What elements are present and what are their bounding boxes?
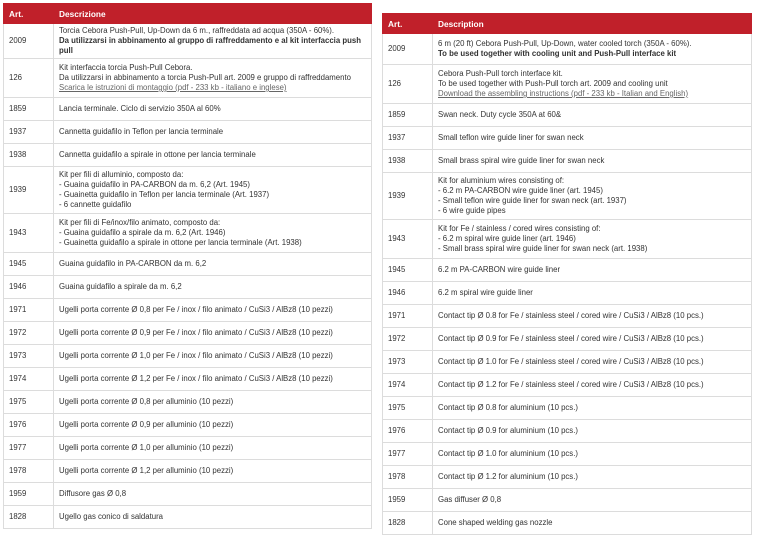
table-row bbox=[383, 512, 752, 535]
article-code: 1975 bbox=[4, 391, 54, 414]
description-line: - Guaina guidafilo in PA-CARBON da m. 6,2 (Art. 1945) bbox=[59, 180, 250, 189]
table-row bbox=[4, 59, 372, 98]
description-line: Gas diffuser Ø 0,8 bbox=[438, 495, 502, 504]
description-line: Ugelli porta corrente Ø 0,8 per alluminio (10 pezzi) bbox=[59, 397, 234, 406]
article-description bbox=[433, 489, 752, 512]
article-description bbox=[54, 345, 372, 368]
table-row bbox=[4, 506, 372, 529]
description-line: 6.2 m spiral wire guide liner bbox=[438, 288, 533, 297]
table-row bbox=[383, 305, 752, 328]
article-code: 1945 bbox=[4, 253, 54, 276]
description-line: Cebora Push-Pull torch interface kit. bbox=[438, 69, 563, 78]
article-description bbox=[54, 253, 372, 276]
description-line: - Small teflon wire guide liner for swan neck (art. 1937) bbox=[438, 196, 627, 205]
article-description bbox=[433, 351, 752, 374]
article-description bbox=[54, 276, 372, 299]
article-code: 2009 bbox=[4, 24, 54, 59]
table-row bbox=[383, 34, 752, 65]
article-code: 1978 bbox=[4, 460, 54, 483]
description-line: Ugello gas conico di saldatura bbox=[59, 512, 164, 521]
article-description bbox=[54, 414, 372, 437]
table-row bbox=[383, 328, 752, 351]
description-line: Contact tip Ø 0.9 for aluminium (10 pcs.) bbox=[438, 426, 578, 435]
description-line: Contact tip Ø 1.0 for aluminium (10 pcs.) bbox=[438, 449, 578, 458]
article-code: 1974 bbox=[4, 368, 54, 391]
article-code: 126 bbox=[383, 65, 433, 104]
article-description bbox=[54, 144, 372, 167]
article-description bbox=[433, 443, 752, 466]
header-description: Descrizione bbox=[54, 4, 372, 24]
table-row bbox=[4, 391, 372, 414]
article-code: 1937 bbox=[383, 127, 433, 150]
article-description bbox=[54, 506, 372, 529]
description-line: Contact tip Ø 1.0 for Fe / stainless steel / cored wire / CuSi3 / AlBz8 (10 pcs.) bbox=[438, 357, 704, 366]
table-row bbox=[383, 150, 752, 173]
article-code: 1945 bbox=[383, 259, 433, 282]
article-code: 1828 bbox=[4, 506, 54, 529]
article-code: 1974 bbox=[383, 374, 433, 397]
article-code: 1959 bbox=[383, 489, 433, 512]
article-description bbox=[433, 259, 752, 282]
description-line: Lancia terminale. Ciclo di servizio 350A al 60% bbox=[59, 104, 221, 113]
article-code: 1972 bbox=[4, 322, 54, 345]
table-row bbox=[4, 299, 372, 322]
description-line: - Small brass spiral wire guide liner for swan neck (art. 1938) bbox=[438, 244, 648, 253]
description-line: Guaina guidafilo a spirale da m. 6,2 bbox=[59, 282, 182, 291]
article-description bbox=[54, 24, 372, 59]
header-art: Art. bbox=[4, 4, 54, 24]
article-code: 1959 bbox=[4, 483, 54, 506]
table-row bbox=[4, 144, 372, 167]
description-line: Ugelli porta corrente Ø 1,0 per Fe / inox / filo animato / CuSi3 / AlBz8 (10 pezzi) bbox=[59, 351, 333, 360]
description-line: Cone shaped welding gas nozzle bbox=[438, 518, 553, 527]
table-row bbox=[383, 489, 752, 512]
table-row bbox=[383, 173, 752, 220]
description-line: Guaina guidafilo in PA-CARBON da m. 6,2 bbox=[59, 259, 207, 268]
table-row bbox=[4, 276, 372, 299]
description-line: Torcia Cebora Push-Pull, Up-Down da 6 m., raffreddata ad acqua (350A - 60%). bbox=[59, 26, 335, 35]
description-line: - 6.2 m spiral wire guide liner (art. 1946) bbox=[438, 234, 576, 243]
article-code: 1976 bbox=[4, 414, 54, 437]
article-description bbox=[433, 127, 752, 150]
description-line: Contact tip Ø 0.8 for aluminium (10 pcs.) bbox=[438, 403, 578, 412]
article-description bbox=[433, 104, 752, 127]
article-code: 1938 bbox=[383, 150, 433, 173]
article-code: 1828 bbox=[383, 512, 433, 535]
download-instructions-link[interactable]: Download the assembling instructions (pdf - 233 kb - Italian and English) bbox=[438, 89, 689, 98]
article-description bbox=[433, 173, 752, 220]
article-code: 1973 bbox=[4, 345, 54, 368]
description-line: 6 m (20 ft) Cebora Push-Pull, Up-Down, water cooled torch (350A - 60%). bbox=[438, 39, 692, 48]
description-line: - Guaina guidafilo a spirale da m. 6,2 (Art. 1946) bbox=[59, 228, 226, 237]
table-row bbox=[383, 420, 752, 443]
description-line: - Guainetta guidafilo in Teflon per lancia terminale (Art. 1937) bbox=[59, 190, 270, 199]
description-line: Kit for Fe / stainless / cored wires consisting of: bbox=[438, 224, 601, 233]
description-line: - 6 cannette guidafilo bbox=[59, 200, 132, 209]
description-line: Contact tip Ø 0.9 for Fe / stainless steel / cored wire / CuSi3 / AlBz8 (10 pcs.) bbox=[438, 334, 704, 343]
table-row bbox=[383, 351, 752, 374]
article-description bbox=[54, 299, 372, 322]
table-header-row bbox=[383, 14, 752, 34]
table-row bbox=[4, 460, 372, 483]
article-code: 1939 bbox=[383, 173, 433, 220]
article-code: 1973 bbox=[383, 351, 433, 374]
article-code: 1971 bbox=[383, 305, 433, 328]
article-code: 1976 bbox=[383, 420, 433, 443]
article-description bbox=[433, 305, 752, 328]
article-description bbox=[54, 322, 372, 345]
article-code: 1971 bbox=[4, 299, 54, 322]
article-description bbox=[433, 282, 752, 305]
article-description bbox=[54, 167, 372, 214]
table-row bbox=[4, 121, 372, 144]
article-description bbox=[54, 59, 372, 98]
download-instructions-link[interactable]: Scarica le istruzioni di montaggio (pdf - 233 kb - italiano e inglese) bbox=[59, 83, 287, 92]
article-description bbox=[54, 214, 372, 253]
article-code: 1859 bbox=[4, 98, 54, 121]
description-line: Cannetta guidafilo in Teflon per lancia terminale bbox=[59, 127, 224, 136]
table-row bbox=[383, 443, 752, 466]
description-line: To be used together with Push-Pull torch art. 2009 and cooling unit bbox=[438, 79, 668, 88]
article-description bbox=[54, 460, 372, 483]
table-row bbox=[383, 374, 752, 397]
description-line: Kit per fili di alluminio, composto da: bbox=[59, 170, 184, 179]
table-row bbox=[383, 220, 752, 259]
description-line: Kit per fili di Fe/inox/filo animato, composto da: bbox=[59, 218, 221, 227]
article-description bbox=[54, 391, 372, 414]
table-row bbox=[4, 167, 372, 214]
article-code: 1946 bbox=[383, 282, 433, 305]
table-row bbox=[4, 437, 372, 460]
article-description bbox=[54, 98, 372, 121]
article-code: 1946 bbox=[4, 276, 54, 299]
article-description bbox=[433, 328, 752, 351]
usage-note: Da utilizzarsi in abbinamento al gruppo di raffreddamento e al kit interfaccia push pull bbox=[59, 36, 361, 55]
description-line: Ugelli porta corrente Ø 1,0 per alluminio (10 pezzi) bbox=[59, 443, 234, 452]
article-code: 1977 bbox=[4, 437, 54, 460]
table-row bbox=[383, 65, 752, 104]
table-row bbox=[383, 259, 752, 282]
description-line: Contact tip Ø 1.2 for aluminium (10 pcs.) bbox=[438, 472, 578, 481]
table-row bbox=[383, 397, 752, 420]
table-row bbox=[4, 414, 372, 437]
article-description bbox=[433, 512, 752, 535]
description-line: - 6 wire guide pipes bbox=[438, 206, 506, 215]
description-line: Ugelli porta corrente Ø 1,2 per alluminio (10 pezzi) bbox=[59, 466, 234, 475]
table-row bbox=[383, 127, 752, 150]
description-line: Ugelli porta corrente Ø 0,8 per Fe / inox / filo animato / CuSi3 / AlBz8 (10 pezzi) bbox=[59, 305, 333, 314]
table-row bbox=[4, 98, 372, 121]
description-line: Swan neck. Duty cycle 350A at 60& bbox=[438, 110, 562, 119]
description-line: Diffusore gas Ø 0,8 bbox=[59, 489, 127, 498]
table-row bbox=[4, 24, 372, 59]
english-parts-table bbox=[382, 13, 752, 535]
article-code: 1972 bbox=[383, 328, 433, 351]
description-line: Ugelli porta corrente Ø 0,9 per alluminio (10 pezzi) bbox=[59, 420, 234, 429]
article-code: 2009 bbox=[383, 34, 433, 65]
article-description bbox=[433, 420, 752, 443]
article-description bbox=[433, 150, 752, 173]
description-line: Contact tip Ø 1.2 for Fe / stainless steel / cored wire / CuSi3 / AlBz8 (10 pcs.) bbox=[438, 380, 704, 389]
article-code: 1975 bbox=[383, 397, 433, 420]
description-line: Cannetta guidafilo a spirale in ottone per lancia terminale bbox=[59, 150, 256, 159]
article-code: 1939 bbox=[4, 167, 54, 214]
table-row bbox=[4, 368, 372, 391]
table-row bbox=[4, 214, 372, 253]
table-row bbox=[4, 345, 372, 368]
description-line: Kit interfaccia torcia Push-Pull Cebora. bbox=[59, 63, 193, 72]
description-line: Kit for aluminium wires consisting of: bbox=[438, 176, 565, 185]
description-line: Da utilizzarsi in abbinamento a torcia Push-Pull art. 2009 e gruppo di raffreddamento bbox=[59, 73, 351, 82]
description-line: Small brass spiral wire guide liner for swan neck bbox=[438, 156, 605, 165]
article-description bbox=[54, 368, 372, 391]
table-header-row bbox=[4, 4, 372, 24]
article-description bbox=[54, 437, 372, 460]
article-description bbox=[433, 466, 752, 489]
table-row bbox=[383, 466, 752, 489]
description-line: Contact tip Ø 0.8 for Fe / stainless steel / cored wire / CuSi3 / AlBz8 (10 pcs.) bbox=[438, 311, 704, 320]
article-code: 1978 bbox=[383, 466, 433, 489]
article-description bbox=[433, 220, 752, 259]
article-description bbox=[433, 374, 752, 397]
table-row bbox=[4, 322, 372, 345]
article-code: 1938 bbox=[4, 144, 54, 167]
article-code: 126 bbox=[4, 59, 54, 98]
article-code: 1859 bbox=[383, 104, 433, 127]
article-description bbox=[433, 65, 752, 104]
article-code: 1943 bbox=[4, 214, 54, 253]
description-line: 6.2 m PA-CARBON wire guide liner bbox=[438, 265, 561, 274]
table-row bbox=[383, 282, 752, 305]
description-line: - Guainetta guidafilo a spirale in ottone per lancia terminale (Art. 1938) bbox=[59, 238, 302, 247]
article-code: 1937 bbox=[4, 121, 54, 144]
description-line: - 6.2 m PA-CARBON wire guide liner (art. 1945) bbox=[438, 186, 603, 195]
table-row bbox=[383, 104, 752, 127]
article-description bbox=[54, 121, 372, 144]
table-row bbox=[4, 253, 372, 276]
italian-parts-table bbox=[3, 3, 372, 529]
article-description bbox=[433, 397, 752, 420]
article-code: 1977 bbox=[383, 443, 433, 466]
article-code: 1943 bbox=[383, 220, 433, 259]
header-description: Description bbox=[433, 14, 752, 34]
description-line: Small teflon wire guide liner for swan neck bbox=[438, 133, 584, 142]
header-art: Art. bbox=[383, 14, 433, 34]
article-description bbox=[433, 34, 752, 65]
description-line: Ugelli porta corrente Ø 1,2 per Fe / inox / filo animato / CuSi3 / AlBz8 (10 pezzi) bbox=[59, 374, 333, 383]
description-line: Ugelli porta corrente Ø 0,9 per Fe / inox / filo animato / CuSi3 / AlBz8 (10 pezzi) bbox=[59, 328, 333, 337]
usage-note: To be used together with cooling unit and Push-Pull interface kit bbox=[438, 49, 677, 58]
